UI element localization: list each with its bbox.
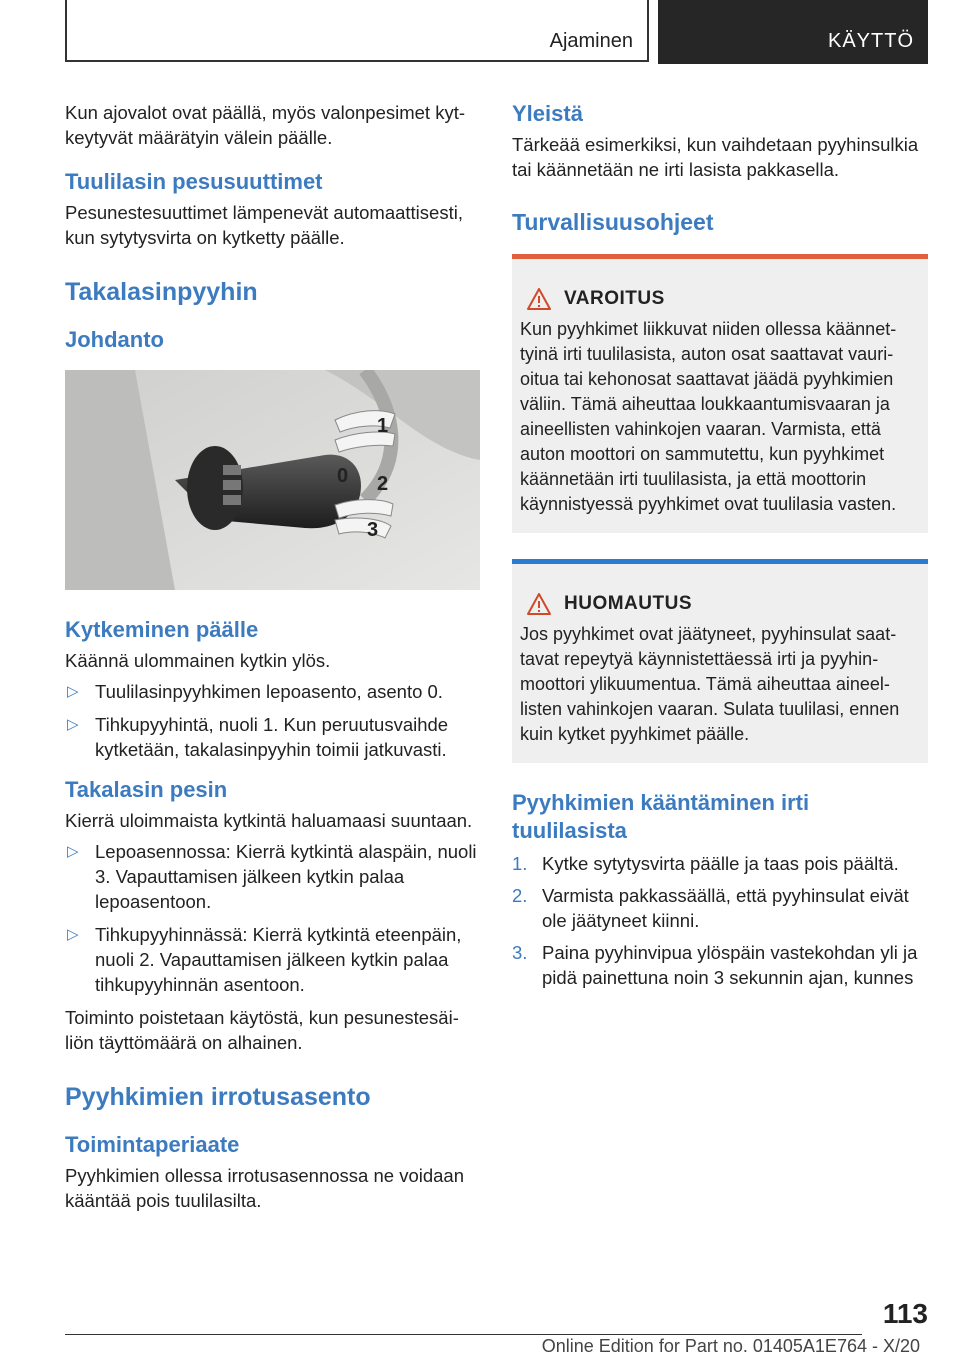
warning-label: VAROITUS xyxy=(564,288,665,309)
warning-triangle-icon xyxy=(526,592,552,616)
figure-label-2: 2 xyxy=(377,473,389,495)
right-column xyxy=(512,100,928,997)
washer-nozzles-heading: Tuulilasin pesusuuttimet xyxy=(65,169,323,194)
header-chapter-tab xyxy=(658,0,928,64)
rear-washer-paragraph: Kierrä uloimmaista kytkintä haluamaasi suuntaan. xyxy=(65,810,473,831)
fold-steps-list xyxy=(512,851,928,990)
header-section-tab xyxy=(65,0,649,62)
list-item: 3. Paina pyyhinvipua ylöspäin vastekohdan yli ja pidä painettuna noin 3 sekunnin ajan, kunnes xyxy=(512,942,918,988)
safety-heading: Turvallisuusohjeet xyxy=(512,209,714,235)
rear-wiper-heading: Takalasinpyyhin xyxy=(65,278,258,306)
list-item: ▷ Tihkupyyhinnässä: Kierrä kytkintä eteenpäin, nuoli 2. Vapauttamisen jälkeen kytkin palaa tihkupyyhinnän asentoon. xyxy=(67,924,462,995)
warning-triangle-icon xyxy=(526,287,552,311)
switch-on-heading: Kytkeminen päälle xyxy=(65,617,259,642)
intro-paragraph: Kun ajovalot ovat päällä, myös valonpesimet kytkeytyvät määrätyin välein päälle. xyxy=(65,102,466,148)
rear-washer-list xyxy=(65,839,480,997)
triangle-bullet-icon: ▷ xyxy=(67,683,79,700)
notice-label: HUOMAUTUS xyxy=(564,593,692,614)
triangle-bullet-icon: ▷ xyxy=(67,926,79,943)
switch-on-list xyxy=(65,679,480,762)
header-chapter-label: KÄYTTÖ xyxy=(827,30,914,52)
warning-box xyxy=(512,254,928,533)
list-item: 2. Varmista pakkassäällä, että pyyhinsulat eivät ole jäätyneet kiinni. xyxy=(512,885,909,931)
figure-label-1: 1 xyxy=(377,415,389,437)
washer-nozzles-paragraph: Pesunestesuuttimet lämpenevät automaattisesti, kun sytytysvirta on kytketty päälle. xyxy=(65,202,463,248)
rear-washer-note: Toiminto poistetaan käytöstä, kun pesunestesäiliön täyttömäärä on alhainen. xyxy=(65,1007,459,1053)
page-number: 113 xyxy=(882,1298,928,1329)
triangle-bullet-icon: ▷ xyxy=(67,716,79,733)
general-heading: Yleistä xyxy=(512,101,583,126)
release-position-heading: Pyyhkimien irrotusasento xyxy=(65,1083,371,1111)
warning-title xyxy=(526,287,918,311)
notice-text: Jos pyyhkimet ovat jäätyneet, pyyhinsulat saattavat repeytyä käynnistettäessä irti ja pyyhinmoottori ylikuumentua. Tämä aiheuttaa aineellisten vahinkojen vaaran. Sulata tuulilasi, ennen kuin kytket pyyhkimet päälle. xyxy=(520,624,900,744)
rear-washer-heading: Takalasin pesin xyxy=(65,777,228,802)
notice-title xyxy=(526,592,918,616)
notice-box xyxy=(512,559,928,763)
left-column xyxy=(65,100,480,1213)
principle-paragraph: Pyyhkimien ollessa irrotusasennossa ne voidaan kääntää pois tuulilasilta. xyxy=(65,1165,464,1211)
header-section-label: Ajaminen xyxy=(549,30,633,52)
triangle-bullet-icon: ▷ xyxy=(67,843,79,860)
fold-wipers-heading: Pyyhkimien kääntäminen irti tuulilasista xyxy=(512,790,810,843)
introduction-heading: Johdanto xyxy=(65,327,164,352)
general-paragraph: Tärkeää esimerkiksi, kun vaihdetaan pyyhinsulkia tai käännetään ne irti lasista pakkasella. xyxy=(512,134,919,180)
list-item: ▷ Lepoasennossa: Kierrä kytkintä alaspäin, nuoli 3. Vapauttamisen jälkeen kytkin palaa lepoasentoon. xyxy=(67,841,477,912)
figure-label-0: 0 xyxy=(337,465,349,487)
list-item: ▷ Tuulilasinpyyhkimen lepoasento, asento 0. xyxy=(67,681,443,702)
list-item: ▷ Tihkupyyhintä, nuoli 1. Kun peruutusvaihde kytketään, takalasinpyyhin toimii jatkuvasti. xyxy=(67,714,449,760)
switch-on-paragraph: Käännä ulommainen kytkin ylös. xyxy=(65,650,331,671)
wiper-stalk-figure xyxy=(65,370,480,590)
footer-edition: Online Edition for Part no. 01405A1E764 - X/20 xyxy=(541,1336,920,1356)
principle-heading: Toimintaperiaate xyxy=(65,1132,240,1157)
figure-label-3: 3 xyxy=(367,519,379,541)
footer-divider xyxy=(65,1334,862,1335)
list-item: 1. Kytke sytytysvirta päälle ja taas pois päältä. xyxy=(512,853,899,874)
warning-text: Kun pyyhkimet liikkuvat niiden ollessa käännettyinä irti tuulilasista, auton osat saattavat vaurioitua tai kehonosat saattavat jäädä pyyhkimien väliin. Tämä aiheuttaa loukkaantumisvaaran ja aineellisten vahinkojen vaaran. Varmista, että auton moottori on sammutettu, kun pyyhkimet käännetään irti tuulilasista, ja että moottorin käynnistyessä pyyhkimet ovat tuulilasia vasten. xyxy=(520,319,897,514)
